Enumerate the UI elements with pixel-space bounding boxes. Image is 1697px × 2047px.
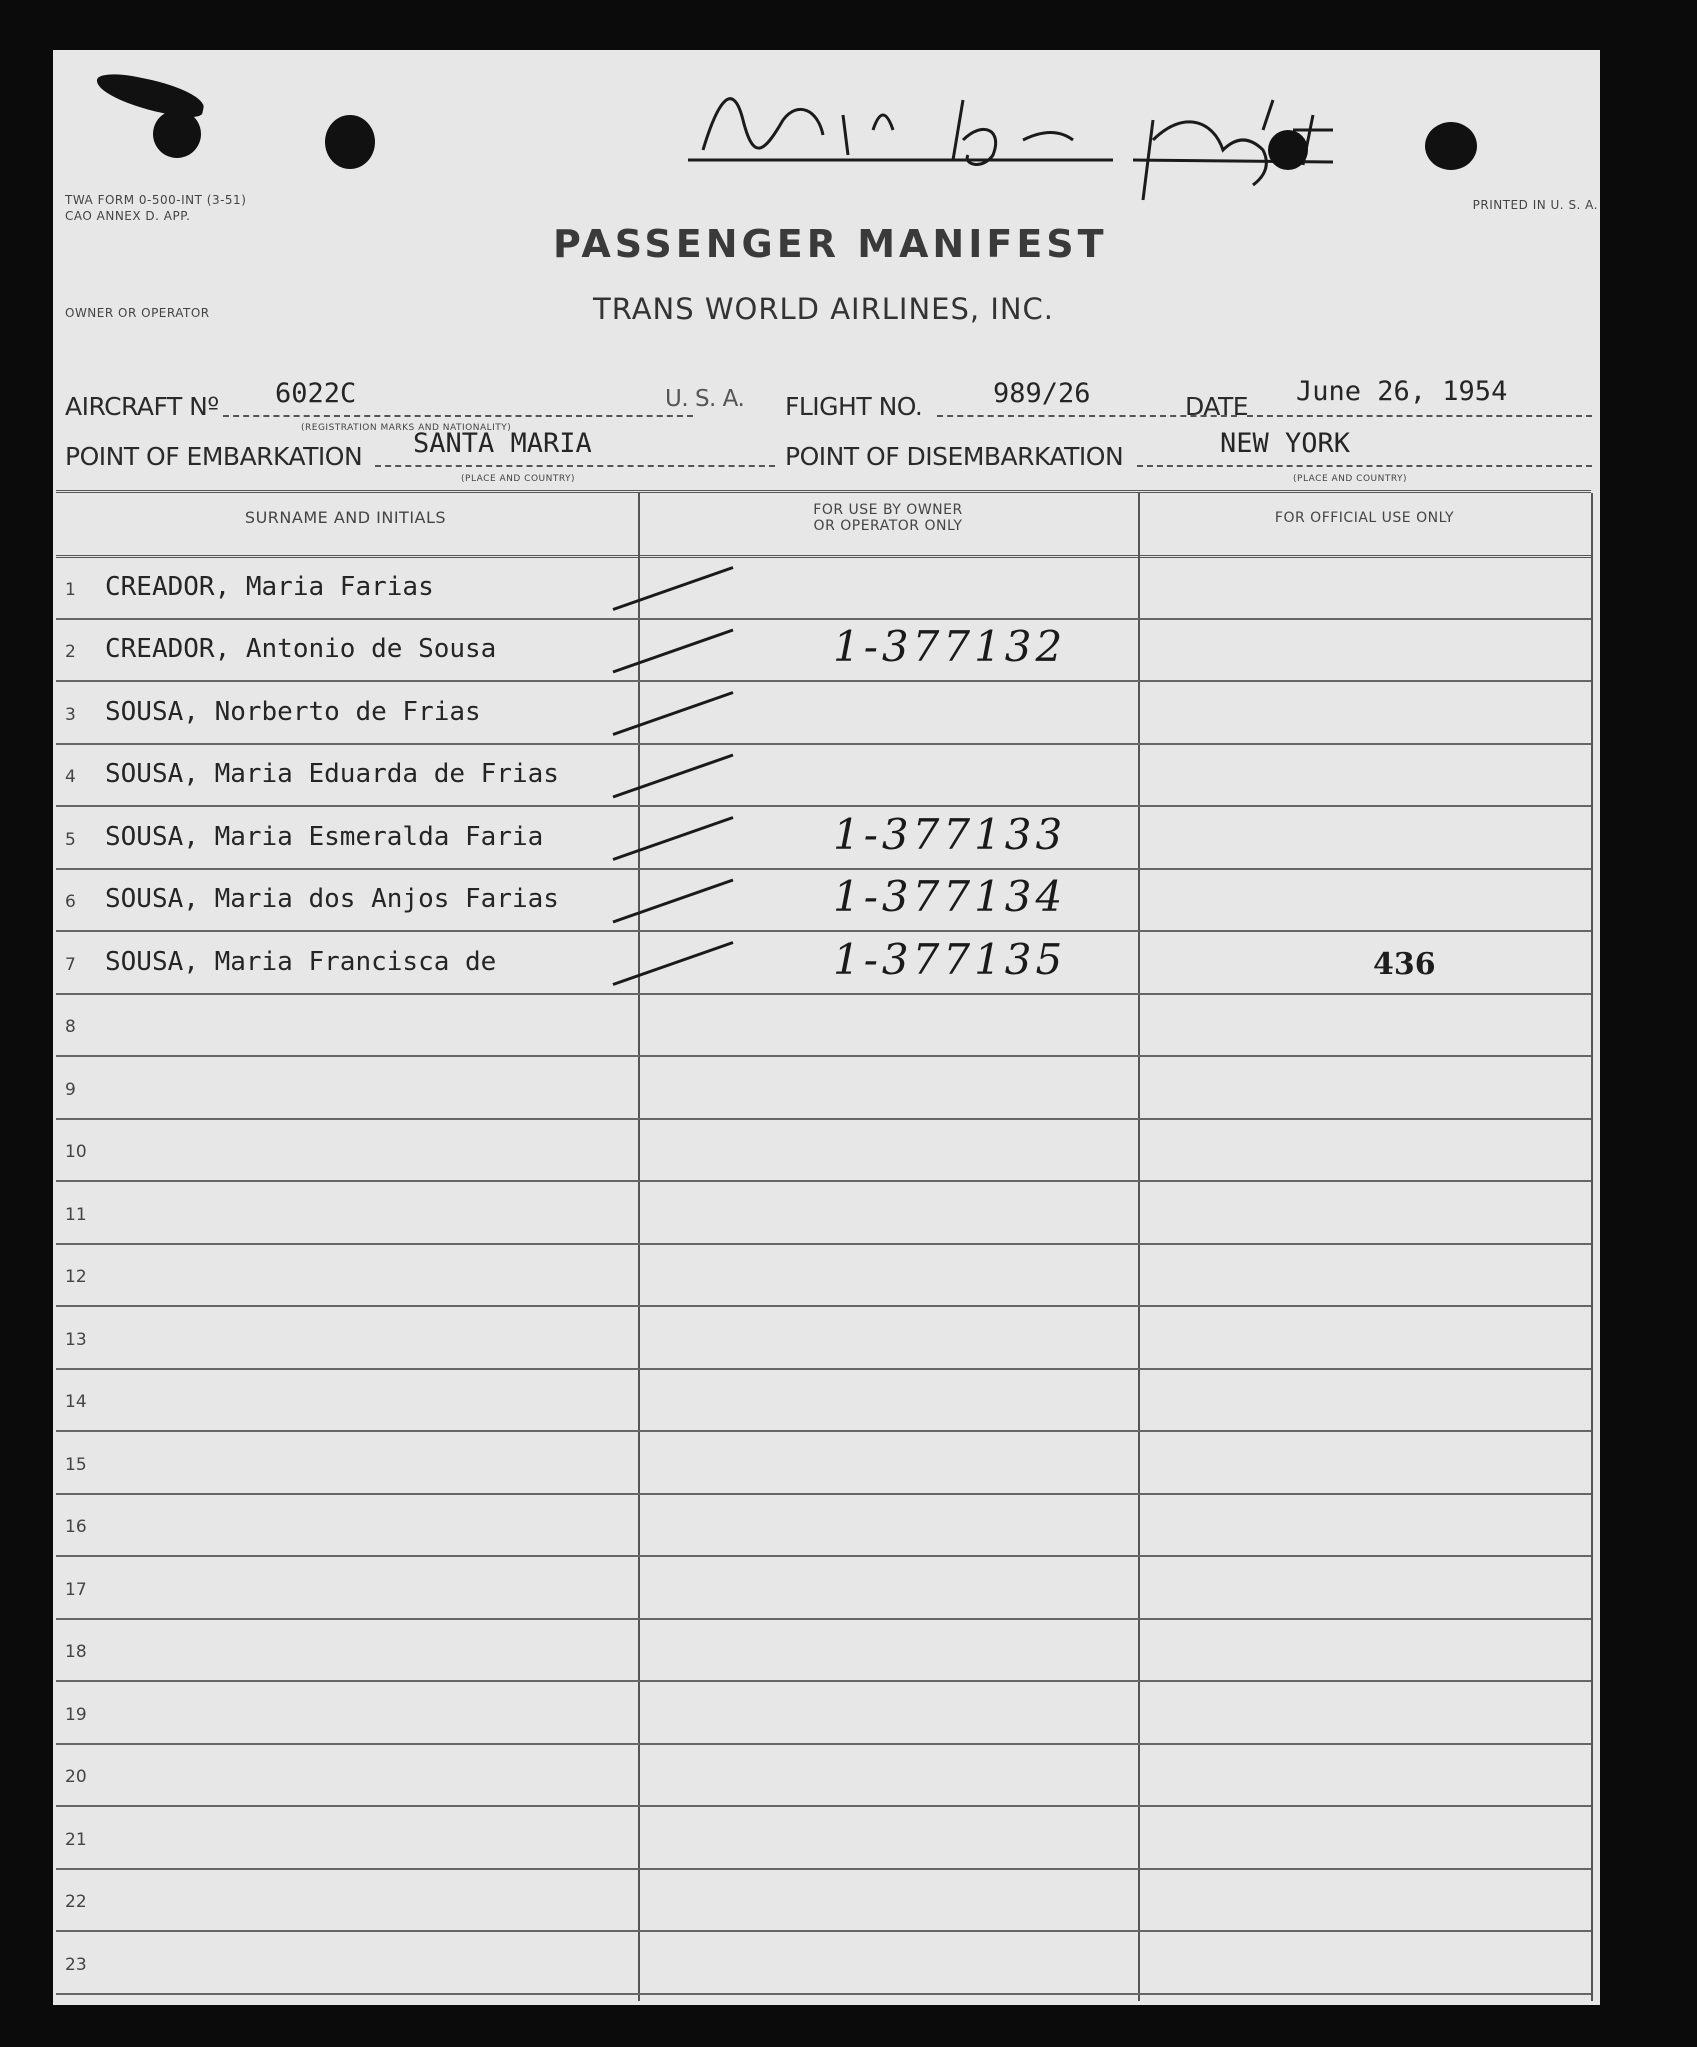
row-line: [56, 1493, 1591, 1495]
disembarkation-label: POINT OF DISEMBARKATION: [785, 442, 1124, 471]
embarkation-label: POINT OF EMBARKATION: [65, 442, 363, 471]
nationality: U. S. A.: [665, 386, 745, 412]
date-label: DATE: [1185, 392, 1249, 421]
column-header-owner-line2: OR OPERATOR ONLY: [813, 518, 963, 534]
row-number: 17: [65, 1579, 87, 1600]
check-marks: [53, 50, 1600, 1050]
check-mark: [613, 880, 733, 922]
row-line: [56, 1680, 1591, 1682]
row-number: 15: [65, 1454, 87, 1475]
row-number: 14: [65, 1392, 87, 1412]
place-note: (PLACE AND COUNTRY): [461, 474, 576, 484]
row-line: [56, 1118, 1591, 1120]
owner-operator-label: OWNER OR OPERATOR: [65, 306, 210, 320]
row-number: 3: [65, 704, 76, 725]
check-mark: [613, 568, 733, 610]
row-number: 10: [65, 1142, 87, 1162]
check-mark: [613, 755, 733, 797]
page-title: PASSENGER MANIFEST: [553, 222, 1108, 266]
row-line: [56, 1868, 1591, 1870]
column-header-official: FOR OFFICIAL USE ONLY: [1274, 510, 1455, 526]
manifest-page: [53, 50, 1600, 2005]
row-line: [56, 1555, 1591, 1557]
annex-reference: CAO ANNEX D. APP.: [65, 209, 191, 223]
row-number: 21: [65, 1829, 87, 1850]
row-number: 2: [65, 642, 76, 662]
ticket-number: 1-377135: [833, 934, 1067, 984]
row-number: 19: [65, 1704, 87, 1725]
row-number: 5: [65, 829, 76, 850]
column-header-surname: SURNAME AND INITIALS: [244, 508, 447, 527]
row-line: [56, 1180, 1591, 1182]
column-header-owner-line1: FOR USE BY OWNER: [813, 502, 963, 518]
check-mark: [613, 693, 733, 735]
ticket-number: 1-377134: [833, 872, 1067, 921]
row-number: 4: [65, 767, 76, 787]
row-number: 12: [65, 1267, 87, 1287]
row-number: 20: [65, 1767, 87, 1787]
row-line: [56, 1618, 1591, 1620]
check-mark: [613, 630, 733, 672]
row-number: 22: [65, 1892, 87, 1912]
row-number: 7: [65, 954, 76, 975]
aircraft-value: 6022C: [275, 378, 357, 409]
row-number: 11: [65, 1204, 87, 1225]
row-line: [56, 1305, 1591, 1307]
printed-in-usa: PRINTED IN U. S. A.: [1472, 198, 1598, 212]
row-line: [56, 1430, 1591, 1432]
row-line: [56, 1743, 1591, 1745]
aircraft-label: AIRCRAFT Nº: [65, 392, 219, 421]
passenger-name: CREADOR, Maria Farias: [105, 571, 434, 602]
row-line: [56, 1368, 1591, 1370]
passenger-name: CREADOR, Antonio de Sousa: [105, 634, 497, 664]
passenger-name: SOUSA, Maria dos Anjos Farias: [105, 884, 559, 914]
check-mark: [613, 818, 733, 860]
airline-name: TRANS WORLD AIRLINES, INC.: [593, 292, 1055, 326]
date-value: June 26, 1954: [1296, 376, 1508, 407]
row-number: 16: [65, 1517, 87, 1537]
row-number: 23: [65, 1954, 87, 1975]
row-line: [56, 1805, 1591, 1807]
row-line: [56, 1055, 1591, 1057]
ticket-number: 1-377133: [833, 809, 1067, 859]
row-line: [56, 1243, 1591, 1245]
row-number: 13: [65, 1329, 87, 1350]
flight-label: FLIGHT NO.: [785, 392, 923, 421]
registration-note: (REGISTRATION MARKS AND NATIONALITY): [301, 423, 512, 433]
place-note-2: (PLACE AND COUNTRY): [1293, 474, 1408, 484]
row-number: 6: [65, 892, 76, 912]
passenger-name: SOUSA, Maria Francisca de: [105, 946, 497, 977]
row-line: [56, 1993, 1591, 1995]
row-line: [56, 1930, 1591, 1932]
passenger-name: SOUSA, Maria Eduarda de Frias: [105, 759, 559, 789]
disembarkation-value: NEW YORK: [1220, 428, 1351, 459]
form-number: TWA FORM 0-500-INT (3-51): [65, 193, 247, 207]
flight-number: 989/26: [993, 378, 1091, 409]
row-number: 9: [65, 1079, 76, 1100]
passenger-name: SOUSA, Maria Esmeralda Faria: [105, 821, 544, 852]
official-stamp-number: 436: [1373, 946, 1436, 982]
row-number: 8: [65, 1017, 76, 1037]
check-mark: [613, 943, 733, 985]
ticket-number: 1-377132: [833, 622, 1067, 671]
passenger-name: SOUSA, Norberto de Frias: [105, 696, 481, 727]
row-number: 1: [65, 579, 76, 600]
embarkation-value: SANTA MARIA: [413, 428, 592, 459]
row-number: 18: [65, 1642, 87, 1662]
